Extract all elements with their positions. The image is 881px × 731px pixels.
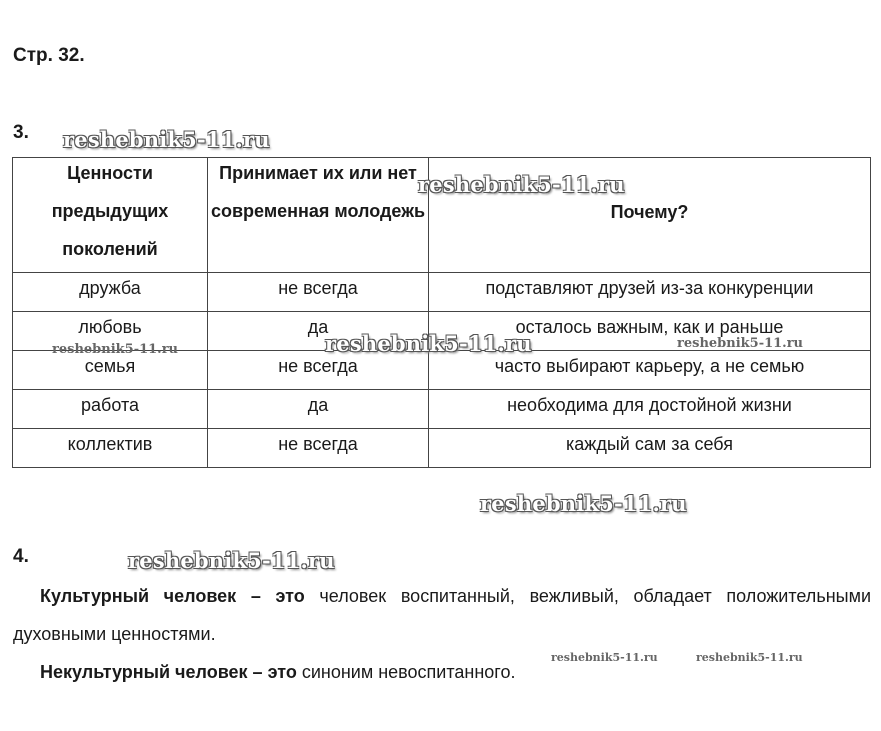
cell-accept: не всегда [208, 351, 429, 390]
cell-accept: не всегда [208, 429, 429, 468]
table-row [13, 429, 871, 468]
watermark: reshebnik5-11.ru [551, 651, 658, 664]
definition-text: синоним невоспитанного. [296, 662, 516, 682]
definition-cultured-person [13, 577, 871, 653]
watermark: reshebnik5-11.ru [677, 336, 804, 351]
task-3-number: 3. [13, 122, 29, 143]
header-why: Почему? [429, 158, 871, 273]
term-cultured-person: Культурный человек – это [40, 586, 305, 606]
cell-reason: необходима для достойной жизни [429, 390, 871, 429]
page-reference: Стр. 32. [13, 45, 85, 66]
cell-reason: осталось важным, как и раньше [429, 312, 871, 351]
watermark: reshebnik5-11.ru [128, 548, 335, 573]
watermark: reshebnik5-11.ru [480, 491, 687, 516]
header-youth-acceptance: Принимает их или нет современная молодежь [208, 158, 429, 273]
cell-accept: да [208, 312, 429, 351]
watermark: reshebnik5-11.ru [52, 342, 179, 357]
values-table [12, 157, 871, 468]
watermark: reshebnik5-11.ru [325, 331, 532, 356]
cell-reason: каждый сам за себя [429, 429, 871, 468]
header-values: Ценности предыдущих поколений [13, 158, 208, 273]
watermark: reshebnik5-11.ru [696, 651, 803, 664]
definition-text: человек воспитанный, вежливый, обладает положительными духовными ценностями. [13, 586, 871, 644]
cell-reason: подставляют друзей из-за конкуренции [429, 273, 871, 312]
table-row [13, 273, 871, 312]
watermark: reshebnik5-11.ru [63, 127, 270, 152]
cell-value: коллектив [13, 429, 208, 468]
cell-reason: часто выбирают карьеру, а не семью [429, 351, 871, 390]
cell-value: дружба [13, 273, 208, 312]
cell-accept: да [208, 390, 429, 429]
cell-value: семья [13, 351, 208, 390]
watermark: reshebnik5-11.ru [418, 172, 625, 197]
task-4-number: 4. [13, 546, 29, 567]
cell-value: любовь [13, 312, 208, 351]
cell-value: работа [13, 390, 208, 429]
table-row [13, 390, 871, 429]
cell-accept: не всегда [208, 273, 429, 312]
term-uncultured-person: Некультурный человек – это [40, 662, 297, 682]
